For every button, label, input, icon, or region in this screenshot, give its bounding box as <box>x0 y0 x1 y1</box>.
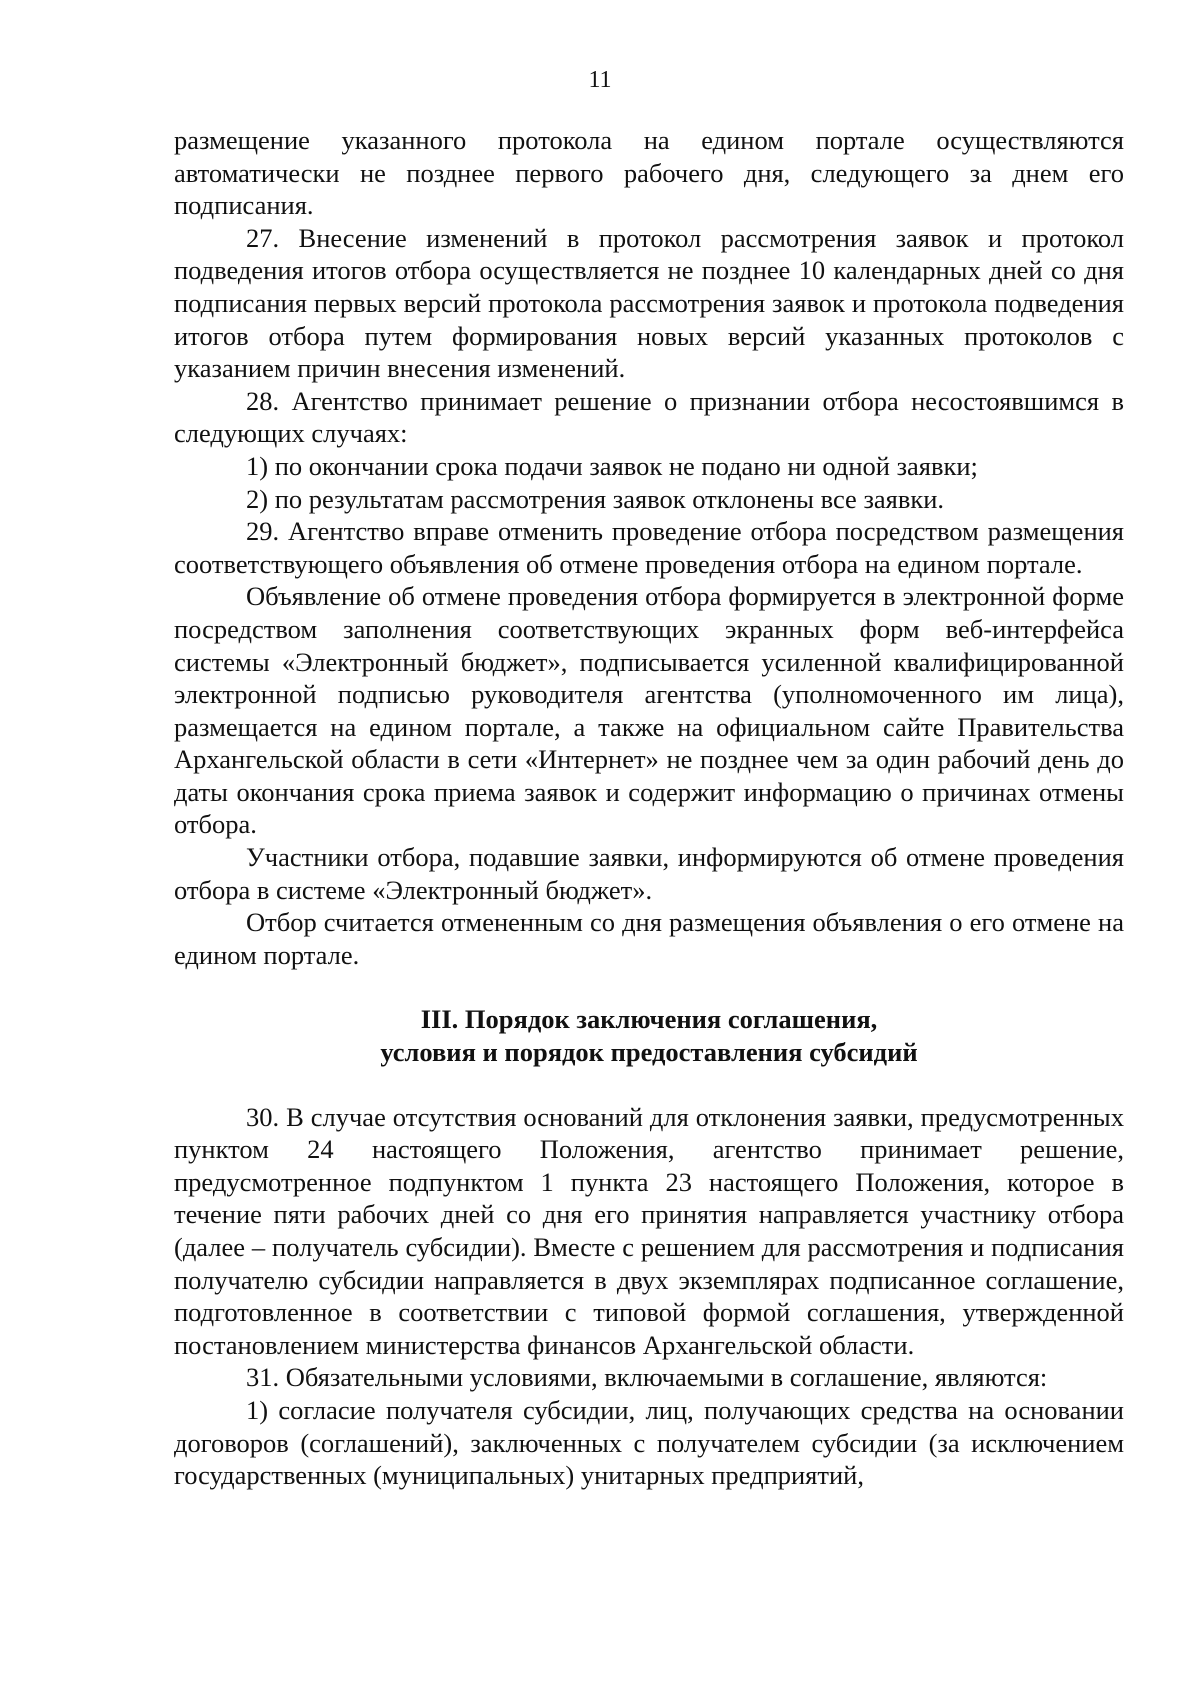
paragraph-28-item-2: 2) по результатам рассмотрения заявок отклонены все заявки. <box>246 483 945 514</box>
page-number: 11 <box>588 67 612 93</box>
paragraph-29-cancelled: Отбор считается отмененным со дня размещения объявления о его отмене на едином портале. <box>174 907 1124 970</box>
document-body <box>174 124 1124 1492</box>
paragraph-29-participants: Участники отбора, подавшие заявки, информируются об отмене проведения отбора в системе «Электронный бюджет». <box>174 842 1124 905</box>
paragraph-29-announcement: Объявление об отмене проведения отбора формируется в электронной форме посредством заполнения соответствующих экранных форм веб-интерфейса системы «Электронный бюджет», подписывается усиленной квалифицированной электронной подписью руководителя агентства (уполномоченного им лица), размещается на едином портале, а также на официальном сайте Правительства Архангельской области в сети «Интернет» не позднее чем за один рабочий день до даты окончания срока приема заявок и содержит информацию о причинах отмены отбора. <box>174 581 1124 840</box>
paragraph-28: 28. Агентство принимает решение о признании отбора несостоявшимся в следующих случаях: <box>174 385 1124 449</box>
paragraph-27: 27. Внесение изменений в протокол рассмотрения заявок и протокол подведения итогов отбора осуществляется не позднее 10 календарных дней со дня подписания первых версий протокола рассмотрения заявок и протокола подведения итогов отбора путем формирования новых версий указанных протоколов с указанием причин внесения изменений. <box>174 222 1124 384</box>
section-heading-line-2: условия и порядок предоставления субсидий <box>380 1037 918 1068</box>
paragraph-29: 29. Агентство вправе отменить проведение отбора посредством размещения соответствующего объявления об отмене проведения отбора на едином портале. <box>174 516 1124 579</box>
paragraph-28-item-1: 1) по окончании срока подачи заявок не подано ни одной заявки; <box>246 450 978 481</box>
paragraph-31: 31. Обязательными условиями, включаемыми в соглашение, являются: <box>246 1362 1048 1393</box>
paragraph-continuation: размещение указанного протокола на едином портале осуществляются автоматически не позднее первого рабочего дня, следующего за днем его подписания. <box>174 125 1124 221</box>
paragraph-30: 30. В случае отсутствия оснований для отклонения заявки, предусмотренных пунктом 24 настоящего Положения, агентство принимает решение, предусмотренное подпунктом 1 пункта 23 настоящего Положения, которое в течение пяти рабочих дней со дня его принятия направляется участнику отбора (далее – получатель субсидии). Вместе с решением для рассмотрения и подписания получателю субсидии направляется в двух экземплярах подписанное соглашение, подготовленное в соответствии с типовой формой соглашения, утвержденной постановлением министерства финансов Архангельской области. <box>174 1101 1124 1360</box>
section-heading-line-1: III. Порядок заключения соглашения, <box>420 1004 878 1035</box>
paragraph-31-item-1: 1) согласие получателя субсидии, лиц, получающих средства на основании договоров (соглашений), заключенных с получателем субсидии (за исключением государственных (муниципальных) унитарных предприятий, <box>174 1394 1124 1491</box>
section-heading <box>174 1003 1124 1068</box>
